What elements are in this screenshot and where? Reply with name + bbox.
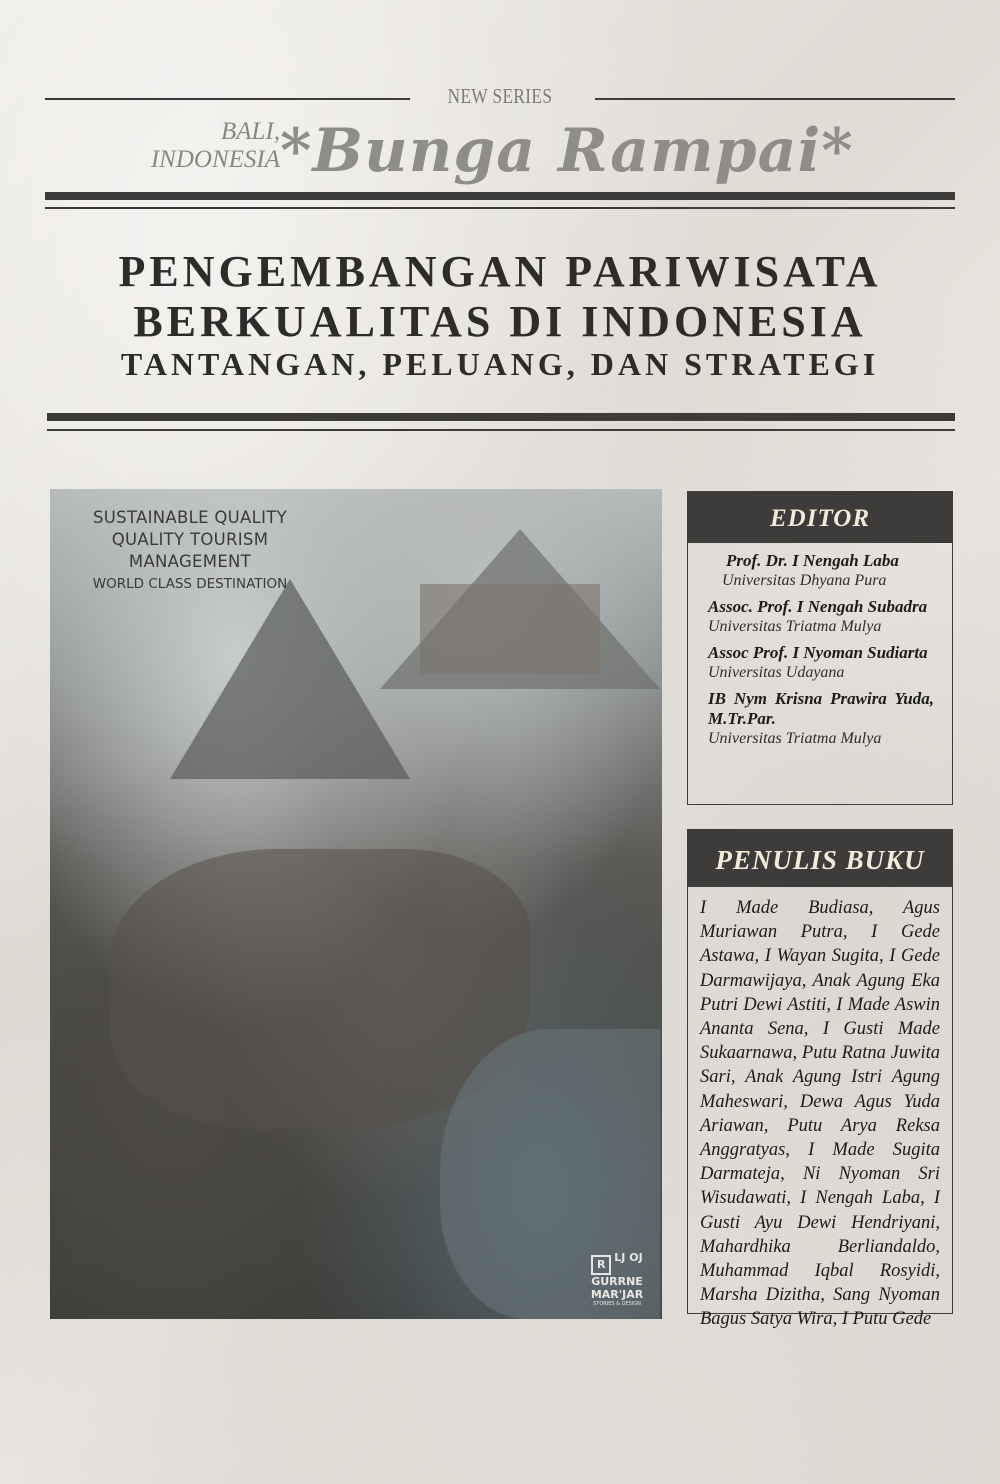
publication-name: *Bunga Rampai*	[280, 116, 854, 186]
editor-panel	[687, 491, 953, 805]
authors-list: I Made Budiasa, Agus Muriawan Putra, I Gede Astawa, I Wayan Sugita, I Gede Darmawijaya, Anak Agung Eka Putri Dewi Astiti, I Made Aswin Ananta Sena, I Gusti Made Sukaarnawa, Putu Ratna Juwita Sari, Anak Agung Istri Agung Maheswari, Dewa Agus Yuda Ariawan, Putu Arya Reksa Anggratyas, I Made Sugita Darmateja, Ni Nyoman Sri Wisudawati, I Nengah Laba, I Gusti Ayu Dewi Hendriyani, Mahardhika Berliandaldo, Muhammad Iqbal Rosyidi, Marsha Dizitha, Sang Nyoman Bagus Satya Wira, I Putu Gede	[700, 898, 940, 1330]
location-line-2: INDONESIA	[150, 146, 280, 173]
editor-affiliation: Universitas Dhyana Pura	[722, 572, 887, 589]
location-label	[110, 118, 280, 174]
book-title-line-1: PENGEMBANGAN PARIWISATA	[118, 247, 882, 296]
editor-name: Prof. Dr. I Nengah Laba	[726, 551, 899, 570]
location-line-1: BALI,	[220, 118, 280, 145]
editor-affiliation: Universitas Udayana	[708, 664, 845, 681]
book-title-line-2: BERKUALITAS DI INDONESIA	[133, 297, 867, 346]
editor-affiliation: Universitas Triatma Mulya	[708, 730, 882, 747]
title-rule-thin	[47, 429, 955, 431]
cover-art-text	[60, 507, 320, 595]
logo-name-line-1: GURRNE	[591, 1275, 643, 1288]
art-text-line-2: QUALITY TOURISM	[111, 530, 269, 549]
editor-list	[688, 543, 952, 749]
editor-affiliation: Universitas Triatma Mulya	[708, 618, 882, 635]
editor-name: IB Nym Krisna Prawira Yuda, M.Tr.Par.	[708, 689, 934, 728]
title-rule-thick	[47, 413, 955, 421]
masthead-rule-thin	[45, 207, 955, 209]
temple-cluster	[420, 584, 600, 674]
editor-heading: EDITOR	[688, 492, 952, 543]
logo-name-line-2: MAR'JAR	[590, 1288, 644, 1301]
logo-mark-icon: R	[591, 1255, 611, 1275]
cover-illustration	[50, 489, 662, 1319]
illustrator-logo	[588, 1253, 646, 1307]
art-text-line-3: MANAGEMENT	[128, 552, 252, 571]
book-subtitle: TANTANGAN, PELUANG, DAN STRATEGI	[120, 346, 880, 382]
art-text-line-1: SUSTAINABLE QUALITY	[92, 508, 288, 527]
mountain-shape	[170, 579, 410, 779]
series-label: NEW SERIES	[447, 84, 553, 108]
logo-mark-side: LJ OJ	[614, 1251, 643, 1264]
art-text-line-4: WORLD CLASS DESTINATION	[92, 576, 288, 592]
editor-name: Assoc Prof. I Nyoman Sudiarta	[708, 643, 928, 662]
authors-panel	[687, 829, 953, 1330]
logo-tagline: STORIES & DESIGN	[593, 1301, 641, 1307]
editor-name: Assoc. Prof. I Nengah Subadra	[708, 597, 928, 616]
masthead-rule-thick	[45, 192, 955, 200]
authors-heading: PENULIS BUKU	[688, 830, 952, 887]
